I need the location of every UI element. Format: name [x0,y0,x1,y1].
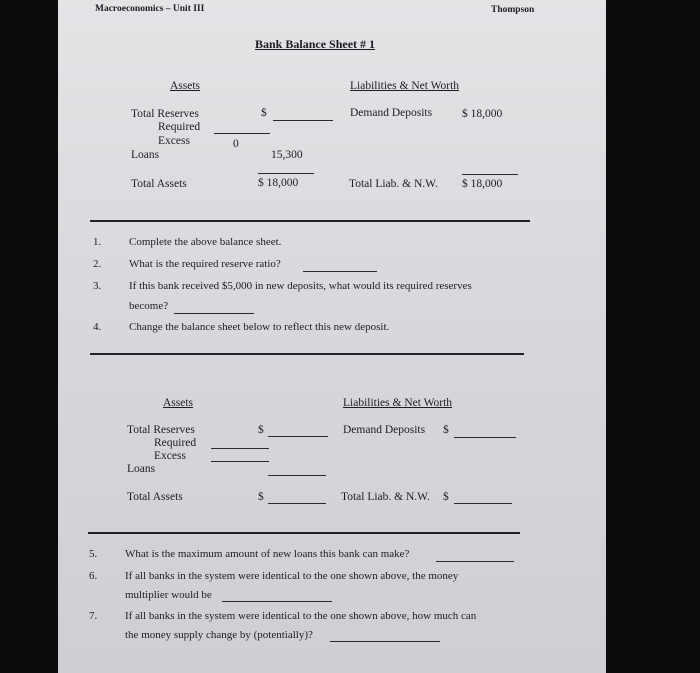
reserves-dollar-2: $ [258,424,264,436]
answer-blank-q6[interactable] [222,601,332,602]
question-text: What is the required reserve ratio? [129,258,281,270]
question-text: If all banks in the system were identical to the one shown above, how much can [125,610,477,622]
loans-label-2: Loans [127,463,156,475]
teacher-name: Thompson [491,5,535,15]
total-assets-rule-1 [258,173,314,174]
total-liab-value-1: $ 18,000 [462,178,503,190]
total-assets-label-2: Total Assets [127,491,183,503]
total-liab-rule-1 [462,174,518,175]
demand-deposits-dollar-2: $ [443,424,449,436]
total-liab-dollar-2: $ [443,491,449,503]
total-assets-label-1: Total Assets [131,178,187,190]
demand-deposits-label-2: Demand Deposits [343,424,426,436]
total-assets-blank-2[interactable] [268,503,326,504]
answer-blank-q3[interactable] [174,313,254,314]
question-number: 1. [93,236,102,248]
loans-value-1: 15,300 [271,149,303,161]
liabilities-heading-2: Liabilities & Net Worth [343,397,453,409]
question-text: Complete the above balance sheet. [129,236,282,248]
liabilities-heading-1: Liabilities & Net Worth [350,80,460,92]
required-label-1: Required [158,121,201,133]
required-blank-2[interactable] [211,448,269,449]
excess-label-1: Excess [158,135,190,147]
answer-blank-q5[interactable] [436,561,514,562]
section-divider-2 [90,353,524,355]
total-reserves-label-1: Total Reserves [131,108,199,120]
required-label-2: Required [154,437,197,449]
question-number: 5. [89,548,98,560]
section-divider-1 [90,220,530,222]
total-reserves-blank-1[interactable] [273,120,333,121]
answer-blank-q7[interactable] [330,641,440,642]
loans-blank-2[interactable] [268,475,326,476]
excess-blank-2[interactable] [211,461,269,462]
question-text-continued: the money supply change by (potentially)? [125,629,313,641]
excess-label-2: Excess [154,450,186,462]
assets-heading-2: Assets [163,397,194,409]
question-number: 7. [89,610,98,622]
total-liab-label-1: Total Liab. & N.W. [349,178,438,190]
total-assets-value-1: $ 18,000 [258,177,299,189]
excess-value-1: 0 [233,138,239,150]
question-text-continued: become? [129,300,169,312]
question-text: If this bank received $5,000 in new deposits, what would its required reserves [129,280,472,292]
question-text: What is the maximum amount of new loans this bank can make? [125,548,410,560]
question-number: 2. [93,258,102,270]
question-text-continued: multiplier would be [125,589,212,601]
assets-heading-1: Assets [170,80,201,92]
question-text: If all banks in the system were identical to the one shown above, the money [125,570,459,582]
total-liab-blank-2[interactable] [454,503,512,504]
total-liab-label-2: Total Liab. & N.W. [341,491,430,503]
question-number: 3. [93,280,102,292]
total-reserves-blank-2[interactable] [268,436,328,437]
total-assets-dollar-2: $ [258,491,264,503]
course-label: Macroeconomics – Unit III [95,4,205,14]
demand-deposits-blank-2[interactable] [454,437,516,438]
loans-label-1: Loans [131,149,160,161]
total-reserves-label-2: Total Reserves [127,424,195,436]
demand-deposits-label-1: Demand Deposits [350,107,433,119]
question-number: 6. [89,570,98,582]
question-number: 4. [93,321,102,333]
answer-blank-q2[interactable] [303,271,377,272]
demand-deposits-value-1: $ 18,000 [462,108,503,120]
page-title: Bank Balance Sheet # 1 [255,37,376,51]
reserves-dollar-1: $ [261,107,267,119]
required-blank-1[interactable] [214,133,270,134]
question-text: Change the balance sheet below to reflect this new deposit. [129,321,390,333]
section-divider-3 [88,532,520,534]
